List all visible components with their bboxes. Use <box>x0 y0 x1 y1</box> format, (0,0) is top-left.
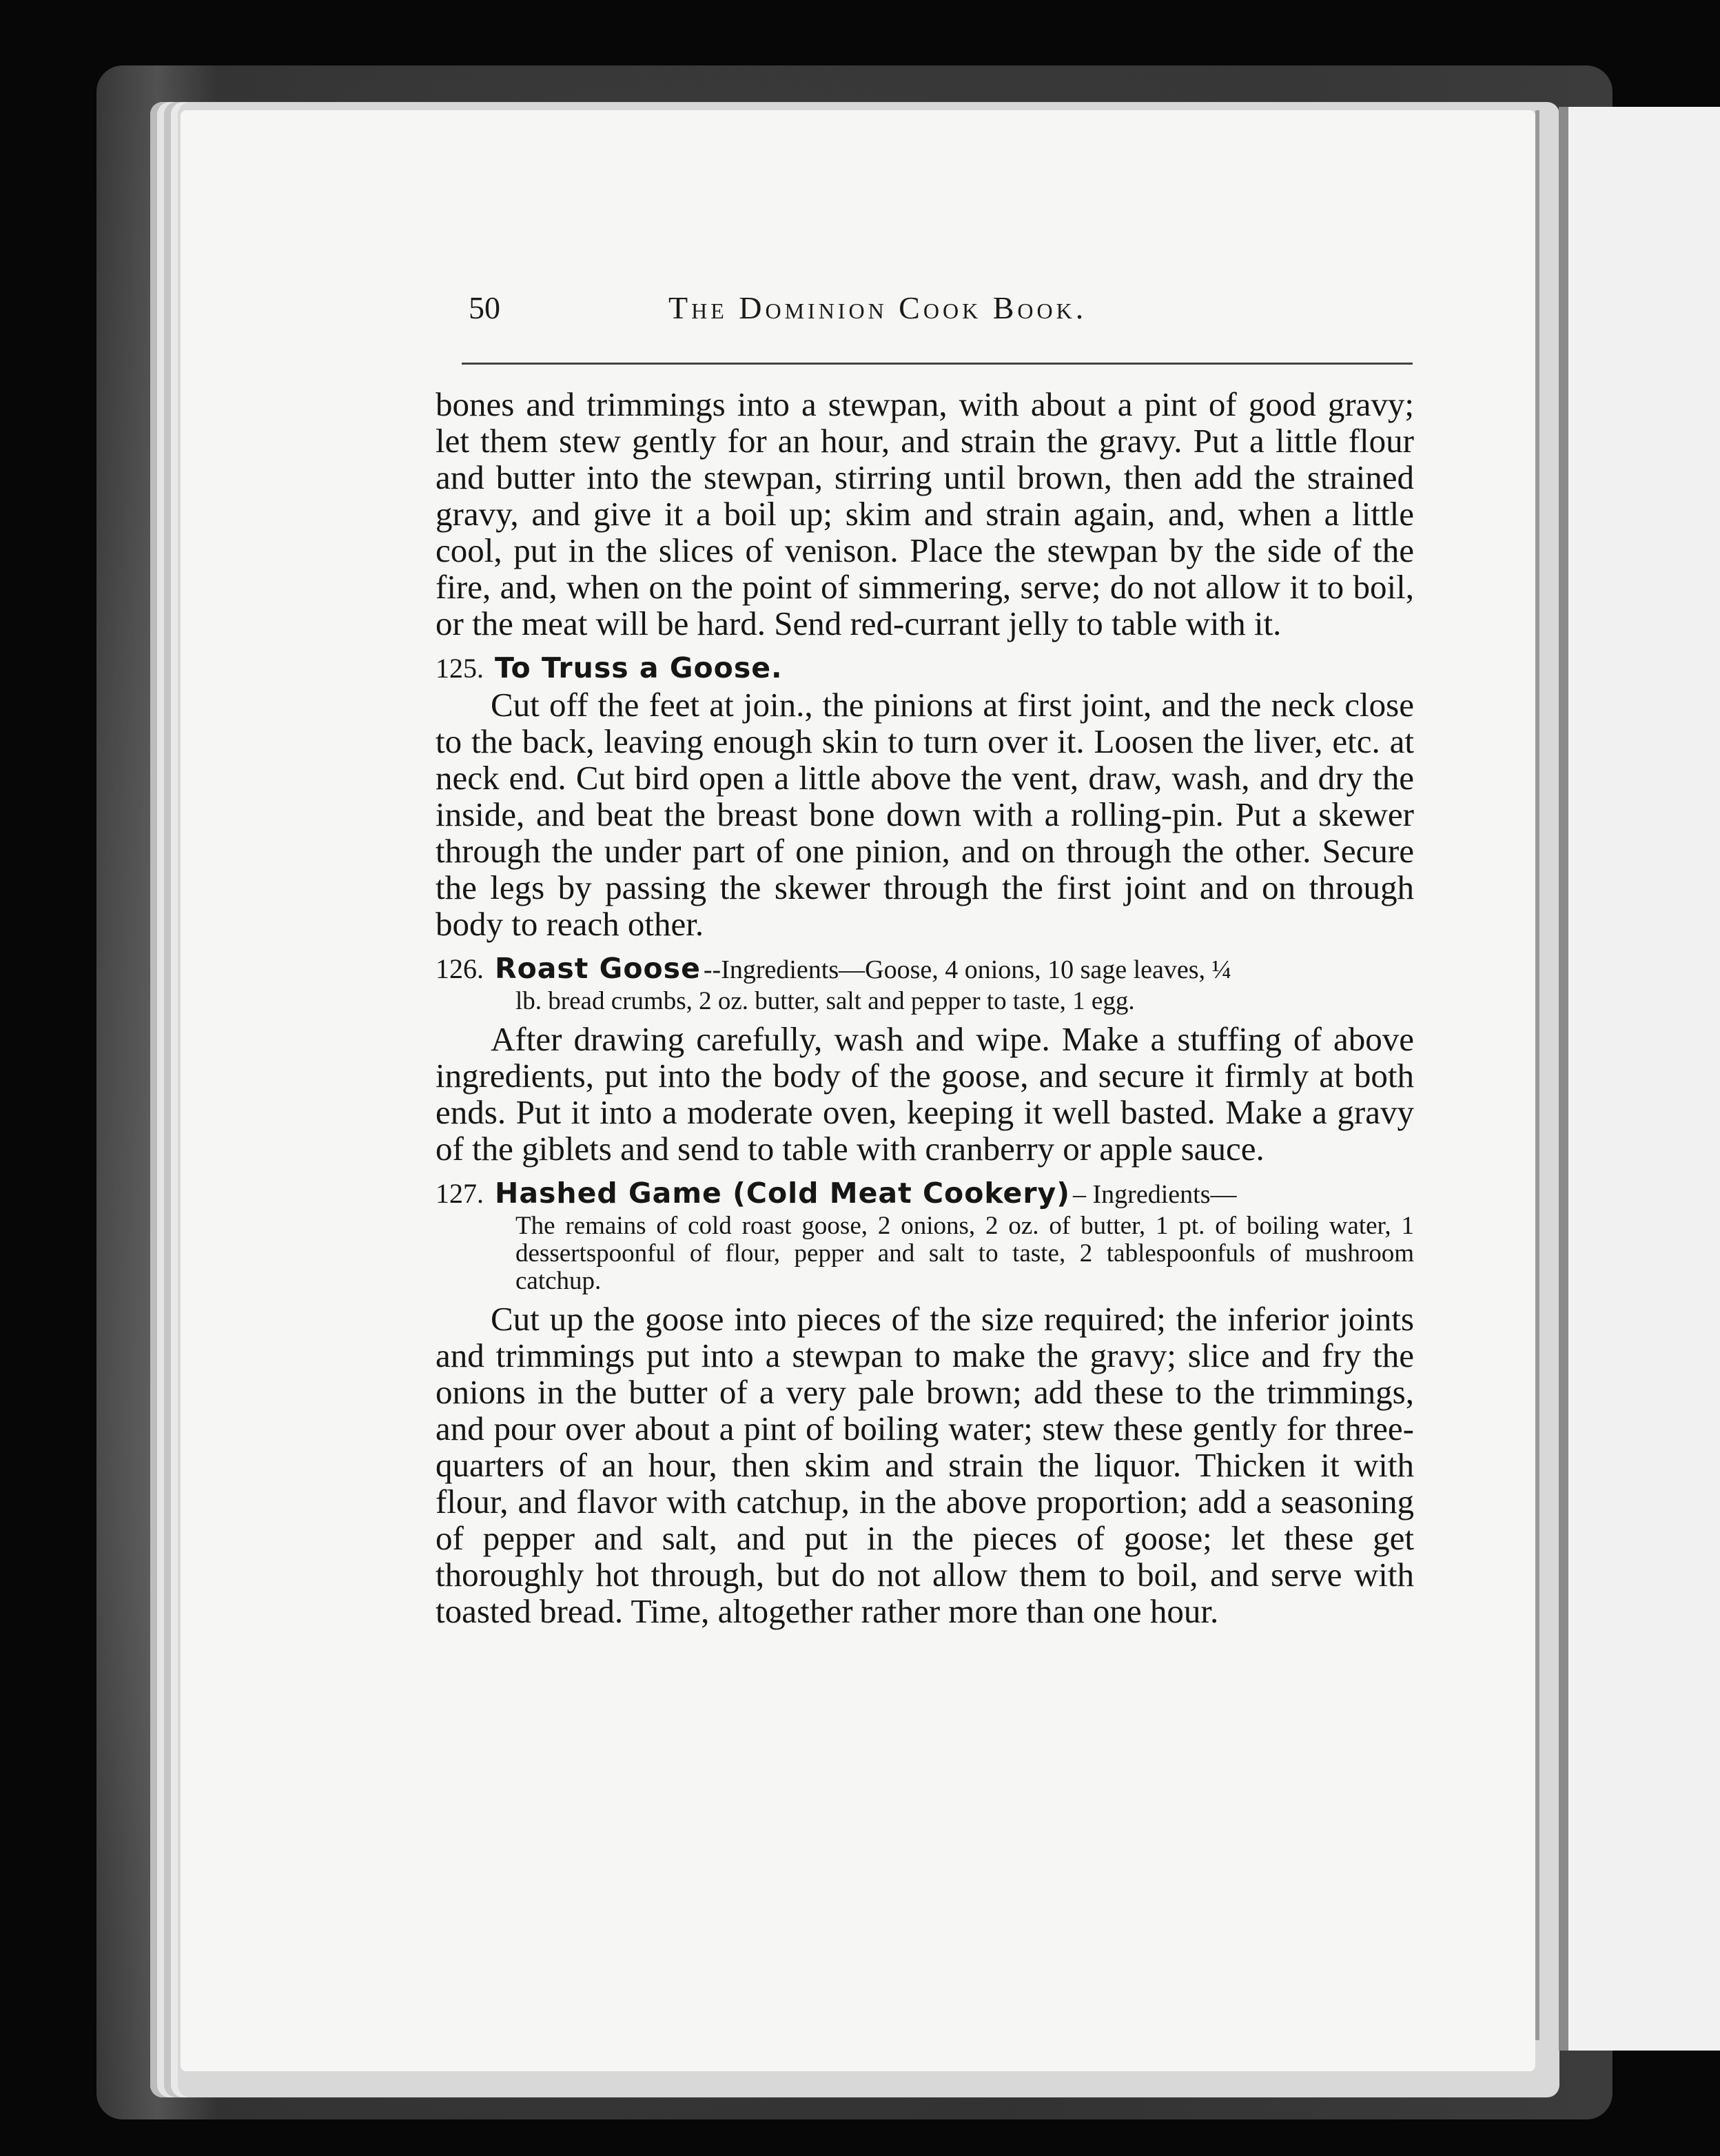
recipe-number: 126. <box>436 953 484 984</box>
recipe-title: Roast Goose <box>495 952 701 985</box>
running-head <box>469 289 1413 326</box>
recipe-number: 125. <box>436 653 484 684</box>
ingredients-list: lb. bread crumbs, 2 oz. butter, salt and pepper to taste, 1 egg. <box>515 987 1135 1015</box>
gutter-shadow <box>1535 110 1539 2040</box>
book-title: The Dominion Cook Book. <box>668 290 1087 325</box>
facing-page <box>1559 107 1720 2051</box>
recipe-number: 127. <box>436 1178 484 1209</box>
recipe-title: Hashed Game (Cold Meat Cookery) <box>495 1177 1071 1210</box>
header-rule <box>462 363 1413 365</box>
recipe-125 <box>436 650 1414 942</box>
recipe-heading <box>436 1175 1414 1212</box>
ingredients-list: The remains of cold roast goose, 2 onions, 2 oz. of butter, 1 pt. of boiling water, 1 dessertspoonful of flour, pepper and salt to taste, 2 tablespoonfuls of mushroom catchup. <box>515 1212 1414 1295</box>
recipe-directions: After drawing carefully, wash and wipe. Make a stuffing of above ingredients, put into the body of the goose, and secure it firmly at both ends. Put it into a moderate oven, keeping it well basted. Make a gravy of the giblets and send to table with cranberry or apple sauce. <box>436 1020 1414 1168</box>
continued-paragraph: bones and trimmings into a stewpan, with about a pint of good gravy; let them stew gently for an hour, and strain the gravy. Put a little flour and butter into the stewpan, stirring until brown, then add the strained gravy, and give it a boil up; skim and strain again, and, when a little cool, put in the slices of venison. Place the stewpan by the side of the fire, and, when on the point of simmering, serve; do not allow it to boil, or the meat will be hard. Send red-currant jelly to table with it. <box>436 385 1414 642</box>
recipe-126 <box>436 950 1414 1167</box>
ingredients-intro: --Ingredients—Goose, 4 onions, 10 sage leaves, ¼ <box>703 955 1232 984</box>
ingredients-intro: – Ingredients— <box>1073 1180 1237 1209</box>
recipe-directions: Cut up the goose into pieces of the size required; the inferior joints and trimmings put into a stewpan to make the gravy; slice and fry the onions in the butter of a very pale brown; add these to the trimmings, and pour over about a pint of boiling water; stew these gently for three-quarters of an hour, then skim and strain the liquor. Thicken it with flour, and flavor with catchup, in the above proportion; add a seasoning of pepper and salt, and put in the pieces of goose; let these get thoroughly hot through, but do not allow them to boil, and serve with toasted bread. Time, altogether rather more than one hour. <box>436 1300 1414 1630</box>
page-body <box>436 386 1414 1629</box>
recipe-directions: Cut off the feet at join., the pinions at first joint, and the neck close to the back, leaving enough skin to turn over it. Loosen the liver, etc. at neck end. Cut bird open a little above the vent, draw, wash, and dry the inside, and beat the breast bone down with a rolling-pin. Put a skewer through the under part of one pinion, and on through the other. Secure the legs by passing the skewer through the first joint and on through body to reach other. <box>436 686 1414 943</box>
page-number: 50 <box>469 290 500 325</box>
recipe-heading <box>436 650 1414 687</box>
recipe-title: To Truss a Goose. <box>495 651 783 684</box>
recipe-127 <box>436 1175 1414 1629</box>
recipe-heading <box>436 950 1414 988</box>
